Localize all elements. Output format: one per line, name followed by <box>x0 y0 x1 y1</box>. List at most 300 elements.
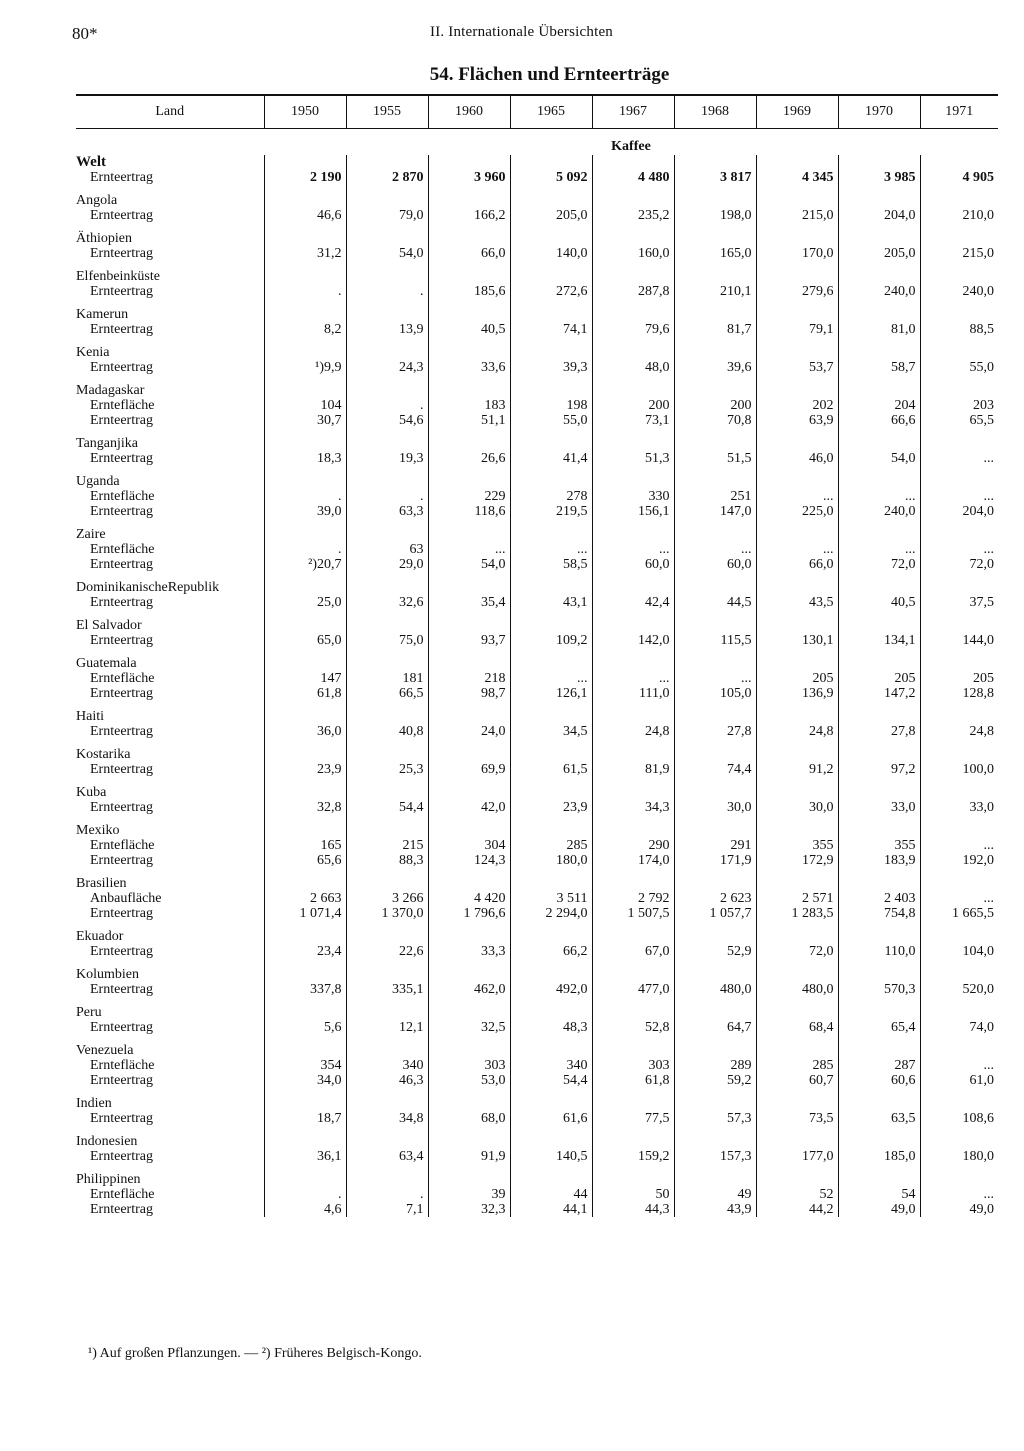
value-cell <box>838 876 920 921</box>
value-cell <box>264 876 346 921</box>
value-cell <box>510 307 592 337</box>
cell-value: 205 <box>812 671 834 686</box>
cell-value: 136,9 <box>802 686 834 701</box>
cell-value: 1 507,5 <box>627 906 670 921</box>
value-cell <box>346 785 428 815</box>
value-cell <box>428 618 510 648</box>
cell-value: 200 <box>730 398 752 413</box>
value-cell <box>428 823 510 868</box>
table-row <box>76 1172 998 1217</box>
cell-value: ... <box>495 542 506 557</box>
value-cell <box>838 345 920 375</box>
gap-cell <box>510 185 592 193</box>
cell-value: 24,0 <box>481 724 506 739</box>
value-cell <box>346 474 428 519</box>
gap-cell <box>76 701 264 709</box>
row-gap <box>76 777 998 785</box>
value-cell <box>920 929 998 959</box>
row-gap <box>76 739 998 747</box>
cell-value: 147,0 <box>720 504 752 519</box>
gap-cell <box>428 777 510 785</box>
cell-value: 54,4 <box>563 1073 588 1088</box>
cell-value: 41,4 <box>563 451 588 466</box>
gap-cell <box>428 185 510 193</box>
cell-value: 303 <box>484 1058 506 1073</box>
year-header: 1969 <box>756 95 838 129</box>
cell-value: . <box>338 1187 342 1202</box>
gap-cell <box>756 1088 838 1096</box>
value-cell <box>674 580 756 610</box>
gap-cell <box>592 959 674 967</box>
cell-value: 37,5 <box>969 595 994 610</box>
row-gap <box>76 1035 998 1043</box>
gap-cell <box>592 1088 674 1096</box>
gap-cell <box>838 1088 920 1096</box>
value-cell <box>264 436 346 466</box>
measure-label: Ernteertrag <box>90 1149 153 1164</box>
cell-value: 180,0 <box>556 853 588 868</box>
cell-value: 12,1 <box>399 1020 424 1035</box>
value-cell <box>510 785 592 815</box>
value-cell <box>674 436 756 466</box>
value-cell <box>838 747 920 777</box>
gap-cell <box>838 261 920 269</box>
gap-cell <box>838 428 920 436</box>
value-cell <box>592 785 674 815</box>
value-cell <box>756 580 838 610</box>
cell-value: 53,0 <box>481 1073 506 1088</box>
value-cell <box>346 345 428 375</box>
cell-value: 64,7 <box>727 1020 752 1035</box>
gap-cell <box>920 610 998 618</box>
gap-cell <box>76 299 264 307</box>
cell-value: 66,6 <box>891 413 916 428</box>
measure-label: Ernteertrag <box>90 208 153 223</box>
gap-cell <box>510 375 592 383</box>
value-cell <box>510 1134 592 1164</box>
gap-cell <box>428 610 510 618</box>
gap-cell <box>756 337 838 345</box>
country-name: Haiti <box>76 709 104 724</box>
measure-label: Ernteertrag <box>90 853 153 868</box>
value-cell <box>510 618 592 648</box>
cell-value: 33,3 <box>481 944 506 959</box>
cell-value: 1 057,7 <box>709 906 752 921</box>
cell-value: 215,0 <box>802 208 834 223</box>
value-cell <box>428 747 510 777</box>
cell-value: 215,0 <box>962 246 994 261</box>
cell-value: 340 <box>402 1058 424 1073</box>
cell-value: 54 <box>901 1187 916 1202</box>
value-cell <box>838 193 920 223</box>
row-gap <box>76 299 998 307</box>
value-cell <box>920 345 998 375</box>
cell-value: 72,0 <box>809 944 834 959</box>
value-cell <box>838 474 920 519</box>
table-row <box>76 1043 998 1088</box>
gap-cell <box>920 375 998 383</box>
gap-cell <box>756 1164 838 1172</box>
value-cell <box>592 967 674 997</box>
value-cell <box>428 785 510 815</box>
gap-cell <box>592 185 674 193</box>
cell-value: 39,6 <box>727 360 752 375</box>
gap-cell <box>592 1164 674 1172</box>
table-row <box>76 1096 998 1126</box>
gap-cell <box>838 648 920 656</box>
row-gap <box>76 921 998 929</box>
gap-cell <box>920 701 998 709</box>
row-gap <box>76 223 998 231</box>
cell-value: 165,0 <box>720 246 752 261</box>
gap-cell <box>428 223 510 231</box>
country-name: Uganda <box>76 474 120 489</box>
cell-value: 66,0 <box>809 557 834 572</box>
gap-cell <box>674 375 756 383</box>
value-cell <box>264 527 346 572</box>
gap-cell <box>838 997 920 1005</box>
gap-cell <box>920 428 998 436</box>
gap-cell <box>76 261 264 269</box>
measure-label: Ernteertrag <box>90 451 153 466</box>
gap-cell <box>592 519 674 527</box>
gap-cell <box>346 610 428 618</box>
gap-cell <box>76 428 264 436</box>
cell-value: 480,0 <box>802 982 834 997</box>
gap-cell <box>756 185 838 193</box>
row-label <box>76 929 264 959</box>
value-cell <box>592 307 674 337</box>
cell-value: 46,3 <box>399 1073 424 1088</box>
cell-value: . <box>338 284 342 299</box>
gap-cell <box>510 223 592 231</box>
gap-cell <box>838 777 920 785</box>
gap-cell <box>756 815 838 823</box>
gap-cell <box>264 1035 346 1043</box>
land-header: Land <box>76 95 264 129</box>
value-cell <box>838 307 920 337</box>
value-cell <box>264 929 346 959</box>
cell-value: 24,8 <box>809 724 834 739</box>
gap-cell <box>592 777 674 785</box>
gap-cell <box>838 337 920 345</box>
measure-label: Ernteertrag <box>90 762 153 777</box>
value-cell <box>838 1096 920 1126</box>
gap-cell <box>510 959 592 967</box>
gap-cell <box>346 815 428 823</box>
value-cell <box>838 231 920 261</box>
measure-label: Ernteertrag <box>90 686 153 701</box>
gap-cell <box>264 1164 346 1172</box>
cell-value: 61,5 <box>563 762 588 777</box>
value-cell <box>756 345 838 375</box>
cell-value: 32,3 <box>481 1202 506 1217</box>
gap-cell <box>510 572 592 580</box>
row-gap <box>76 261 998 269</box>
value-cell <box>346 527 428 572</box>
value-cell <box>756 618 838 648</box>
gap-cell <box>346 185 428 193</box>
gap-cell <box>756 739 838 747</box>
value-cell <box>346 1005 428 1035</box>
cell-value: 240,0 <box>884 504 916 519</box>
row-label <box>76 967 264 997</box>
row-label <box>76 474 264 519</box>
gap-cell <box>346 1164 428 1172</box>
gap-cell <box>920 519 998 527</box>
gap-cell <box>592 572 674 580</box>
value-cell <box>756 785 838 815</box>
gap-cell <box>674 739 756 747</box>
table-row <box>76 474 998 519</box>
cell-value: 109,2 <box>556 633 588 648</box>
cell-value: 63 <box>409 542 424 557</box>
cell-value: 210,0 <box>962 208 994 223</box>
cell-value: ... <box>659 671 670 686</box>
cell-value: 147,2 <box>884 686 916 701</box>
gap-cell <box>510 299 592 307</box>
cell-value: 2 571 <box>802 891 834 906</box>
gap-cell <box>756 997 838 1005</box>
gap-cell <box>756 921 838 929</box>
value-cell <box>428 193 510 223</box>
cell-value: 165 <box>320 838 342 853</box>
country-name: Peru <box>76 1005 102 1020</box>
gap-cell <box>346 739 428 747</box>
value-cell <box>920 747 998 777</box>
row-label <box>76 436 264 466</box>
value-cell <box>510 1096 592 1126</box>
cell-value: 58,5 <box>563 557 588 572</box>
gap-cell <box>592 375 674 383</box>
value-cell <box>920 1043 998 1088</box>
cell-value: 33,6 <box>481 360 506 375</box>
table-row <box>76 1005 998 1035</box>
table-row <box>76 527 998 572</box>
cell-value: . <box>420 284 424 299</box>
value-cell <box>838 1005 920 1035</box>
gap-cell <box>346 519 428 527</box>
cell-value: 44 <box>573 1187 588 1202</box>
cell-value: 520,0 <box>962 982 994 997</box>
cell-value: 43,9 <box>727 1202 752 1217</box>
cell-value: 215 <box>402 838 424 853</box>
value-cell <box>346 383 428 428</box>
footnote: ¹) Auf großen Pflanzungen. — ²) Früheres Belgisch-Kongo. <box>88 1346 422 1361</box>
gap-cell <box>76 572 264 580</box>
cell-value: 160,0 <box>638 246 670 261</box>
gap-cell <box>264 337 346 345</box>
gap-cell <box>510 610 592 618</box>
year-header: 1968 <box>674 95 756 129</box>
gap-cell <box>838 299 920 307</box>
measure-label: Erntefläche <box>90 1187 155 1202</box>
gap-cell <box>264 1088 346 1096</box>
row-gap <box>76 610 998 618</box>
country-name: Kostarika <box>76 747 131 762</box>
value-cell <box>756 527 838 572</box>
measure-label: Ernteertrag <box>90 504 153 519</box>
value-cell <box>920 307 998 337</box>
value-cell <box>674 1172 756 1217</box>
value-cell <box>264 618 346 648</box>
gap-cell <box>920 1088 998 1096</box>
gap-cell <box>920 815 998 823</box>
gap-cell <box>510 1035 592 1043</box>
cell-value: 108,6 <box>962 1111 994 1126</box>
value-cell <box>592 1096 674 1126</box>
cell-value: 30,0 <box>809 800 834 815</box>
cell-value: 166,2 <box>474 208 506 223</box>
value-cell <box>920 474 998 519</box>
value-cell <box>674 967 756 997</box>
value-cell <box>510 709 592 739</box>
gap-cell <box>674 261 756 269</box>
row-label <box>76 269 264 299</box>
cell-value: 192,0 <box>962 853 994 868</box>
cell-value: 279,6 <box>802 284 834 299</box>
cell-value: 198,0 <box>720 208 752 223</box>
cell-value: 74,0 <box>969 1020 994 1035</box>
cell-value: 88,3 <box>399 853 424 868</box>
value-cell <box>264 345 346 375</box>
value-cell <box>920 1096 998 1126</box>
country-name: Philippinen <box>76 1172 141 1187</box>
measure-label: Erntefläche <box>90 398 155 413</box>
cell-value: 72,0 <box>891 557 916 572</box>
cell-value: 72,0 <box>969 557 994 572</box>
value-cell <box>510 345 592 375</box>
cell-value: 54,0 <box>891 451 916 466</box>
gap-cell <box>592 299 674 307</box>
gap-cell <box>428 739 510 747</box>
cell-value: 225,0 <box>802 504 834 519</box>
value-cell <box>756 709 838 739</box>
year-header: 1960 <box>428 95 510 129</box>
cell-value: 4 480 <box>638 170 670 185</box>
cell-value: 142,0 <box>638 633 670 648</box>
cell-value: 111,0 <box>639 686 670 701</box>
value-cell <box>756 474 838 519</box>
cell-value: 93,7 <box>481 633 506 648</box>
gap-cell <box>592 428 674 436</box>
cell-value: 46,0 <box>809 451 834 466</box>
cell-value: 18,3 <box>317 451 342 466</box>
gap-cell <box>674 610 756 618</box>
cell-value: 104 <box>320 398 342 413</box>
value-cell <box>346 823 428 868</box>
gap-cell <box>76 739 264 747</box>
cell-value: 124,3 <box>474 853 506 868</box>
value-cell <box>592 474 674 519</box>
gap-cell <box>346 223 428 231</box>
table-row <box>76 383 998 428</box>
row-gap <box>76 815 998 823</box>
cell-value: 49 <box>737 1187 752 1202</box>
value-cell <box>756 231 838 261</box>
cell-value: ... <box>823 489 834 504</box>
row-label <box>76 1172 264 1217</box>
gap-cell <box>510 701 592 709</box>
cell-value: 24,3 <box>399 360 424 375</box>
value-cell <box>920 580 998 610</box>
measure-label: Erntefläche <box>90 489 155 504</box>
cell-value: 251 <box>730 489 752 504</box>
running-header: II. Internationale Übersichten <box>430 24 614 40</box>
cell-value: 147 <box>320 671 342 686</box>
row-label <box>76 193 264 223</box>
gap-cell <box>346 777 428 785</box>
gap-cell <box>346 959 428 967</box>
value-cell <box>920 1172 998 1217</box>
gap-cell <box>592 701 674 709</box>
gap-cell <box>76 815 264 823</box>
gap-cell <box>346 921 428 929</box>
value-cell <box>346 747 428 777</box>
gap-cell <box>346 572 428 580</box>
cell-value: 63,4 <box>399 1149 424 1164</box>
gap-cell <box>920 648 998 656</box>
gap-cell <box>920 868 998 876</box>
value-cell <box>592 876 674 921</box>
cell-value: ... <box>577 671 588 686</box>
cell-value: 3 511 <box>556 891 588 906</box>
gap-cell <box>510 466 592 474</box>
cell-value: 69,9 <box>481 762 506 777</box>
value-cell <box>674 823 756 868</box>
measure-label: Erntefläche <box>90 1058 155 1073</box>
gap-cell <box>592 739 674 747</box>
gap-cell <box>428 1088 510 1096</box>
table-row <box>76 436 998 466</box>
value-cell <box>264 1043 346 1088</box>
value-cell <box>756 1172 838 1217</box>
value-cell <box>674 747 756 777</box>
gap-cell <box>76 375 264 383</box>
gap-cell <box>838 701 920 709</box>
year-header: 1965 <box>510 95 592 129</box>
table-row <box>76 231 998 261</box>
gap-cell <box>674 701 756 709</box>
value-cell <box>756 747 838 777</box>
cell-value: 202 <box>812 398 834 413</box>
gap-cell <box>346 375 428 383</box>
value-cell <box>510 527 592 572</box>
gap-cell <box>756 1126 838 1134</box>
value-cell <box>264 785 346 815</box>
row-gap <box>76 375 998 383</box>
gap-cell <box>592 997 674 1005</box>
cell-value: 198 <box>566 398 588 413</box>
gap-cell <box>592 337 674 345</box>
value-cell <box>428 436 510 466</box>
cell-value: 170,0 <box>802 246 834 261</box>
cell-value: 31,2 <box>317 246 342 261</box>
measure-label: Ernteertrag <box>90 322 153 337</box>
value-cell <box>510 656 592 701</box>
cell-value: 4,6 <box>324 1202 342 1217</box>
value-cell <box>592 345 674 375</box>
cell-value: 4 420 <box>474 891 506 906</box>
gap-cell <box>76 519 264 527</box>
cell-value: 68,4 <box>809 1020 834 1035</box>
cell-value: 140,5 <box>556 1149 588 1164</box>
gap-cell <box>264 701 346 709</box>
cell-value: 23,9 <box>317 762 342 777</box>
gap-cell <box>428 648 510 656</box>
value-cell <box>674 345 756 375</box>
table-row <box>76 1134 998 1164</box>
